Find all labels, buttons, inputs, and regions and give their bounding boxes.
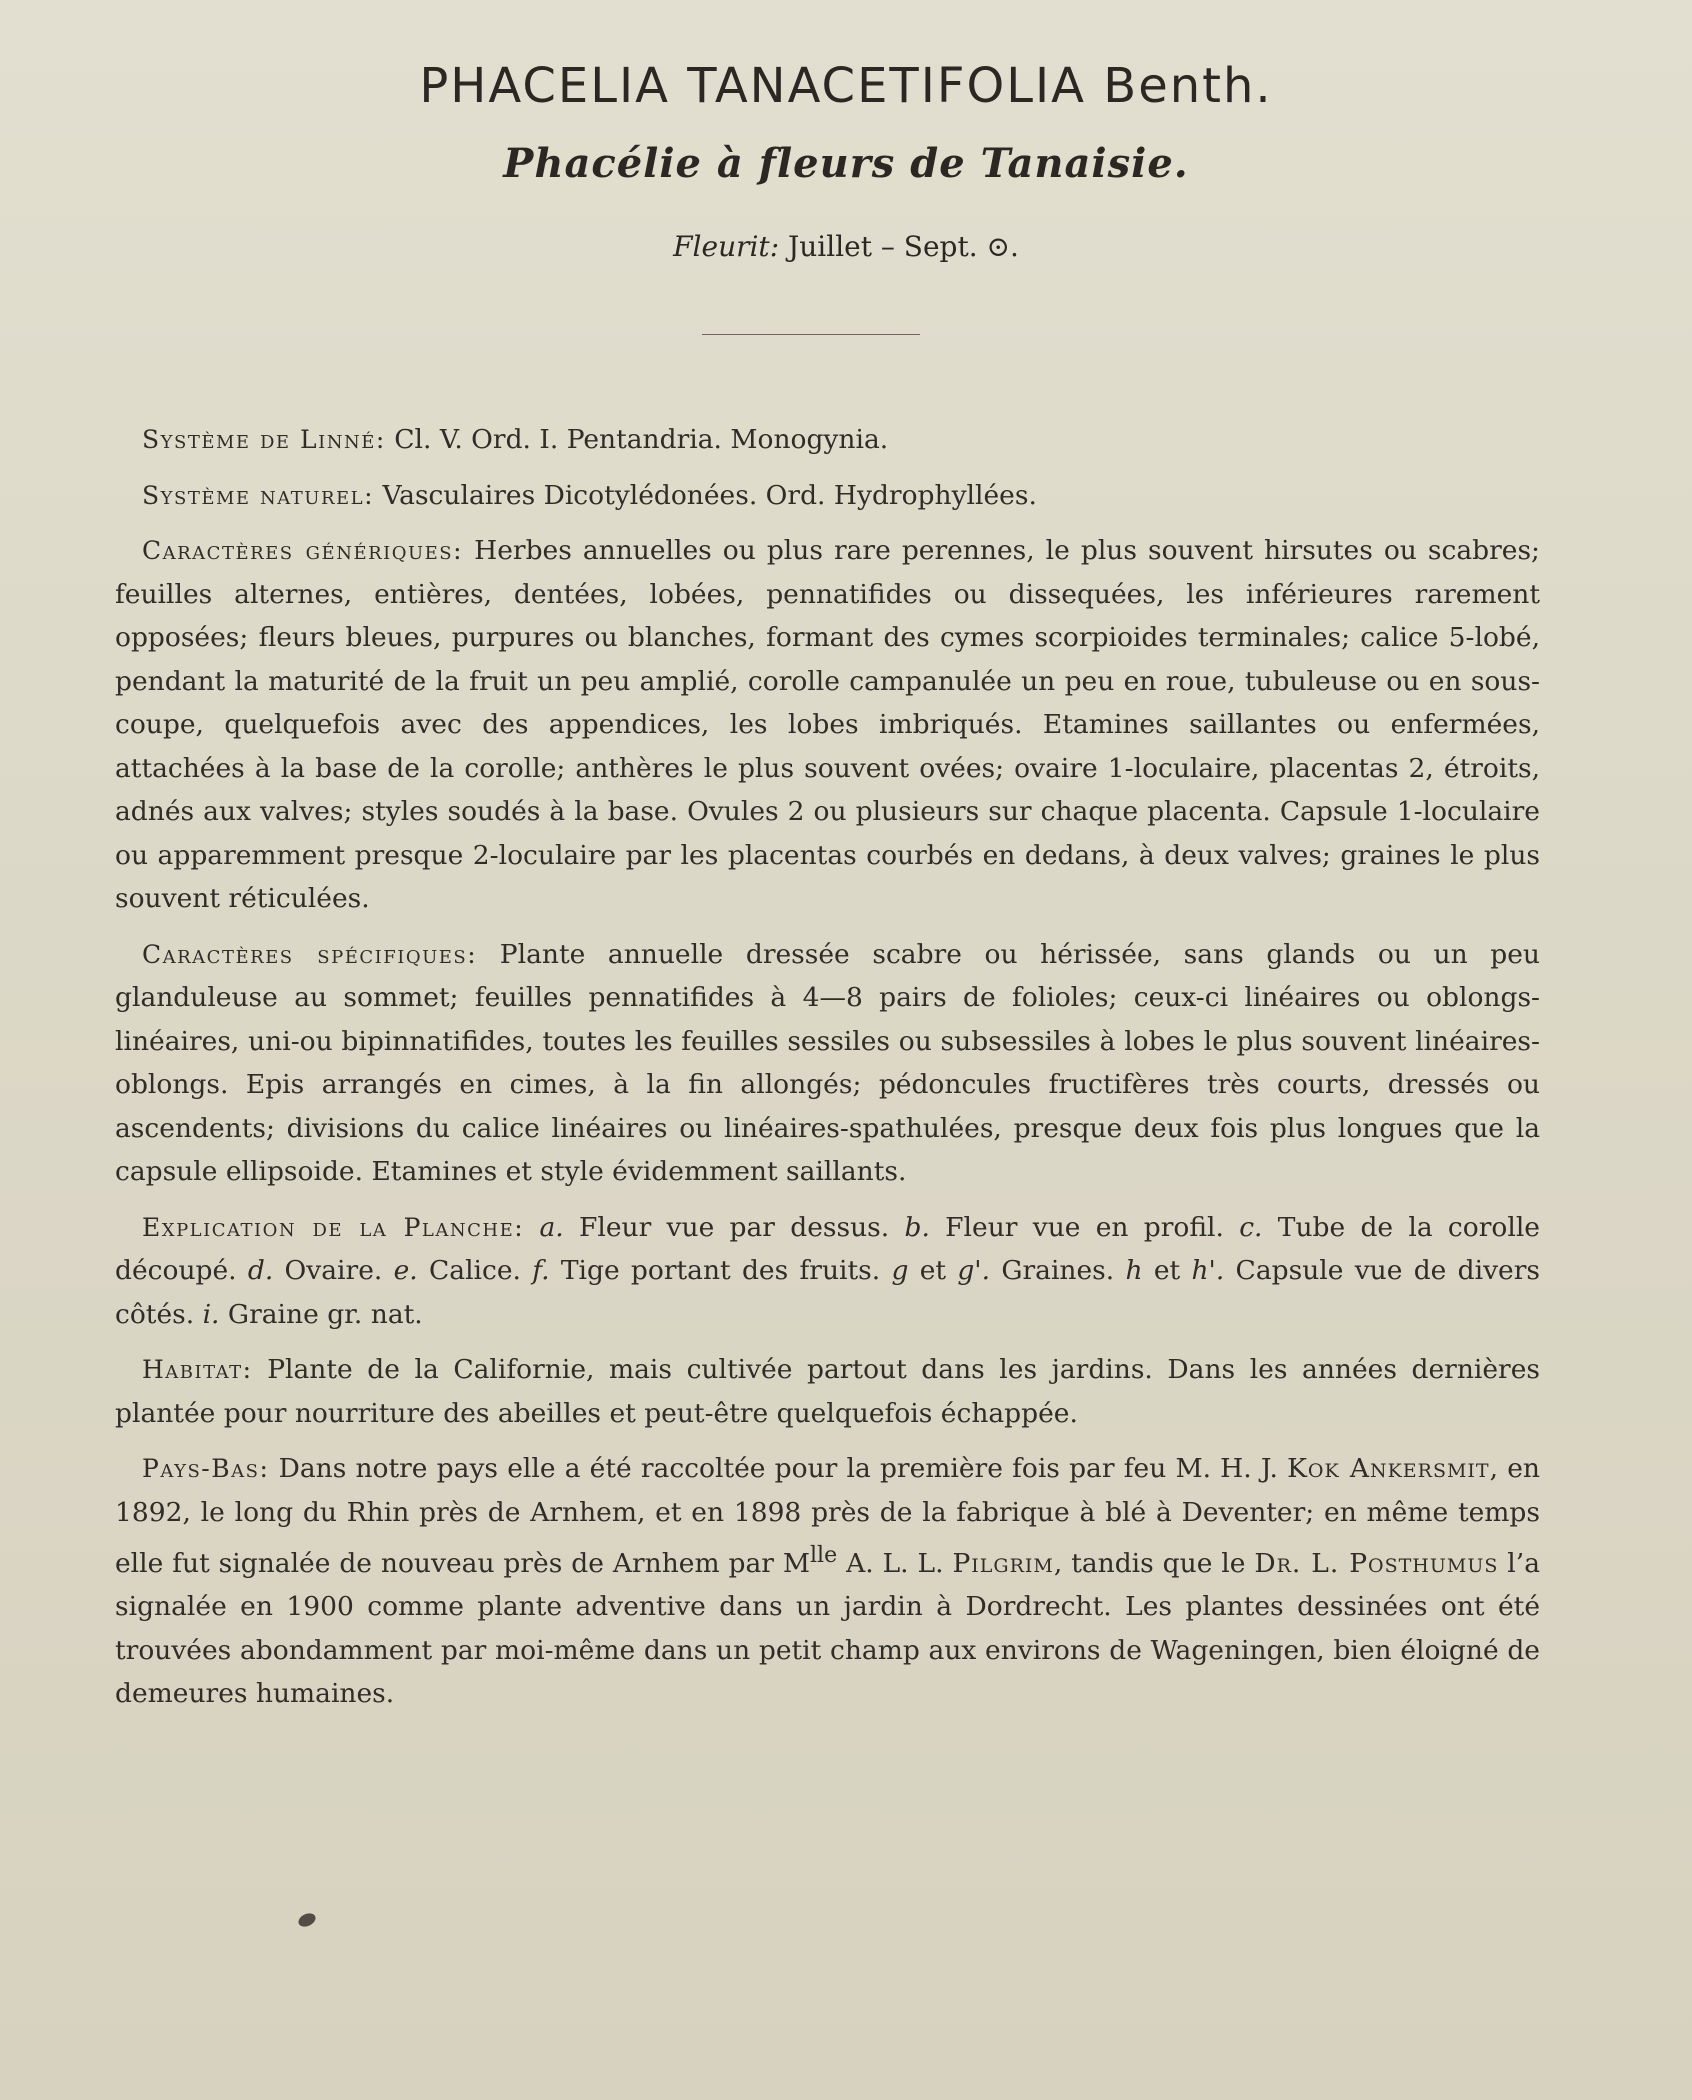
plate-text: Tube de la corolle découpé.: [115, 1211, 1540, 1286]
plate-key: d.: [247, 1255, 274, 1286]
section-text: Dans notre pays elle a été raccoltée pour la première fois par feu M. H. J.: [278, 1453, 1288, 1484]
section-text: Cl. V. Ord. I. Pentandria. Monogynia.: [394, 424, 889, 455]
section-generic-characters: [115, 529, 1540, 921]
section-label: Caractères génériques:: [142, 536, 464, 565]
flowering-value: Juillet – Sept. ⊙.: [788, 230, 1019, 263]
plate-key: a.: [539, 1211, 564, 1243]
ink-smudge: [296, 1911, 317, 1929]
plate-key: i.: [202, 1298, 220, 1330]
person-name: Dr. L. Posthumus: [1254, 1547, 1499, 1579]
section-text: Plante annuelle dressée scabre ou hérissée, sans glands ou un peu glanduleuse au sommet; feuilles pennatifides à 4—8 pairs de folioles; ceux-ci linéaires ou oblongs-linéaires, uni-ou bipinnatifides, toutes les feuilles sessiles ou subsessiles à lobes le plus souvent linéaires-oblongs. Epis arrangés en cimes, à la fin allongés; pédoncules fructifères très courts, dressés ou ascendents; divisions du calice linéaires ou linéaires-spathulées, presque deux fois plus longues que la capsule ellipsoide. Etamines et style évidemment saillants.: [115, 938, 1540, 1187]
flowering-label: Fleurit:: [673, 230, 780, 263]
person-name: Kok Ankersmit: [1287, 1453, 1490, 1484]
plate-key: h'.: [1191, 1255, 1225, 1286]
plate-text: Capsule vue de divers côtés.: [115, 1255, 1540, 1330]
plate-text: Calice.: [417, 1255, 533, 1286]
section-label: Pays-Bas:: [142, 1454, 270, 1483]
section-text: , tandis que le: [1053, 1547, 1255, 1579]
section-label: Système de Linné:: [142, 425, 386, 454]
section-label: Habitat:: [142, 1355, 253, 1384]
plate-key: f.: [532, 1255, 550, 1286]
person-name: Pilgrim: [952, 1547, 1054, 1579]
page-title: PHACELIA TANACETIFOLIA Benth.: [419, 58, 1273, 114]
section-label: Explication de la Planche:: [142, 1212, 525, 1242]
section-plate-explanation: [115, 1206, 1540, 1337]
section-habitat: [115, 1348, 1540, 1435]
plate-text: Graine gr. nat.: [219, 1298, 423, 1330]
plate-text: Ovaire.: [273, 1255, 394, 1286]
page-subtitle: Phacélie à fleurs de Tanaisie.: [503, 140, 1189, 187]
plate-text: Tige portant des fruits.: [549, 1255, 892, 1286]
title-superscript: lle: [809, 1543, 838, 1568]
plate-key: c.: [1239, 1211, 1263, 1243]
flowering-period: [0, 230, 1692, 263]
plate-text: Graines.: [990, 1255, 1126, 1286]
plate-text: et: [1142, 1255, 1192, 1286]
section-label: Caractères spécifiques:: [142, 939, 478, 969]
section-text: Plante de la Californie, mais cultivée partout dans les jardins. Dans les années dernières plantée pour nourriture des abeilles et peut-être quelquefois échappée.: [115, 1354, 1540, 1429]
section-naturel: [115, 474, 1540, 518]
plate-key: b.: [904, 1211, 930, 1243]
section-text: A. L. L.: [837, 1547, 953, 1579]
plate-key: e.: [393, 1255, 418, 1286]
plate-text: Fleur vue en profil.: [929, 1211, 1240, 1243]
section-label: Système naturel:: [142, 480, 375, 510]
section-text: Herbes annuelles ou plus rare perennes, le plus souvent hirsutes ou scabres; feuilles alternes, entières, dentées, lobées, pennatifides ou dissequées, les inférieures rarement opposées; fleurs bleues, purpures ou blanches, formant des cymes scorpioides terminales; calice 5-lobé, pendant la maturité de la fruit un peu amplié, corolle campanulée un peu en roue, tubuleuse ou en sous-coupe, quelquefois avec des appendices, les lobes imbriqués. Etamines saillantes ou enfermées, attachées à la base de la corolle; anthères le plus souvent ovées; ovaire 1-loculaire, placentas 2, étroits, adnés aux valves; styles soudés à la base. Ovules 2 ou plusieurs sur chaque placenta. Capsule 1-loculaire ou apparemment presque 2-loculaire par les placentas courbés en dedans, à deux valves; graines le plus souvent réticulées.: [115, 535, 1540, 914]
section-linne: [115, 418, 1540, 462]
plate-key: g: [891, 1255, 909, 1286]
section-specific-characters: [115, 933, 1540, 1194]
divider-rule: [702, 334, 920, 335]
plate-key: g'.: [957, 1255, 991, 1286]
plate-key: h: [1125, 1255, 1143, 1286]
section-text: Vasculaires Dicotylédonées. Ord. Hydrophyllées.: [382, 479, 1037, 511]
section-pays-bas: [115, 1447, 1540, 1716]
description-body: [115, 418, 1540, 1728]
plate-text: et: [908, 1255, 958, 1286]
section-text: l’a signalée en 1900 comme plante adventive dans un jardin à Dordrecht. Les plantes dessinées ont été trouvées abondamment par moi-même dans un petit champ aux environs de Wageningen, bien éloigné de demeures humaines.: [115, 1547, 1540, 1710]
plate-text: Fleur vue par dessus.: [563, 1211, 905, 1243]
section-text: , en 1892, le long du Rhin près de Arnhem, et en 1898 près de la fabrique à blé à Deventer; en même temps elle fut signalée de nouveau près de Arnhem par M: [115, 1453, 1540, 1579]
